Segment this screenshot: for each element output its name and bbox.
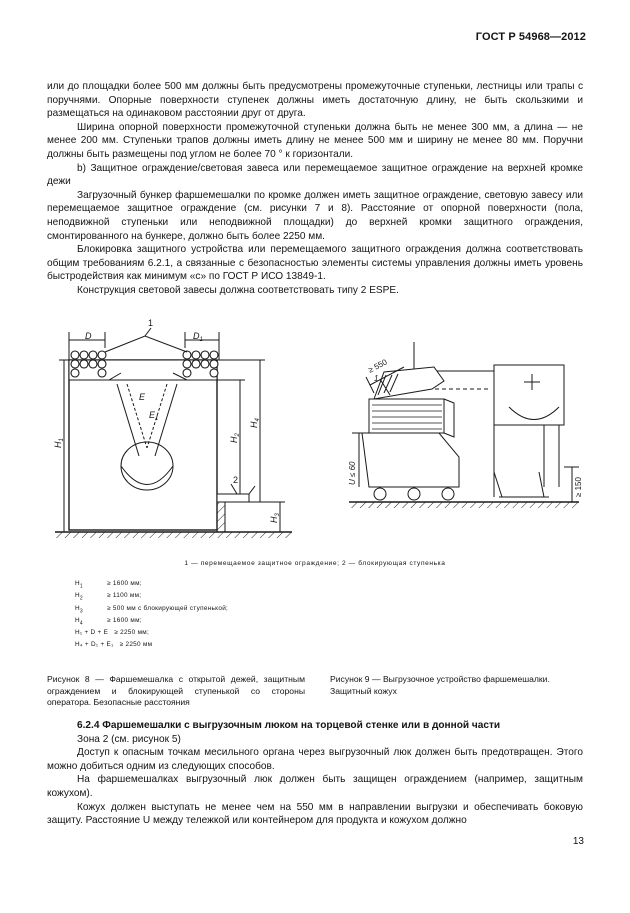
paragraph: b) Защитное ограждение/световая завеса или перемещаемое защитное ограждение на верхней кромке дежи <box>47 162 583 188</box>
parameter-value: ≥ 500 мм с блокирующей ступенькой; <box>107 604 229 612</box>
paragraph: Блокировка защитного устройства или перемещаемого защитного ограждения должна соответствовать общим требованиям 6.2.1, а связанные с безопасностью элементы системы управления должны иметь уровень быстродействия как минимум «c» по ГОСТ Р ИСО 13849-1. <box>47 244 583 283</box>
figure-9-drawing <box>344 337 584 517</box>
paragraph: или до площадки более 500 мм должны быть предусмотрены промежуточные ступеньки, лестницы или трапы с поручнями. Опорные поверхности ступенек должны иметь достаточную длину, не быть скользкими и размещаться на одинаковом расстоянии друг от друга. <box>47 81 583 120</box>
paragraph: Конструкция световой завесы должна соответствовать типу 2 ESPE. <box>77 284 399 296</box>
parameter-value: ≥ 1100 мм; <box>107 592 142 600</box>
parameter-key: $H_1$ <box>75 580 84 590</box>
paragraph: Загрузочный бункер фаршемешалки по кромке должен иметь защитное ограждение, световую завесу или перемещаемое защитное ограждение (см. рисунки 7 и 8). Расстояние от опорной поверхности (пола, неподвижной ступеньки или неподвижной площадки) до верхней кромки защитного ограждения, смонтированного на бункере, должно быть более 2250 мм. <box>47 189 583 242</box>
parameter-value: ≥ 2250 мм <box>119 641 153 649</box>
section-6-2-4 <box>47 719 583 828</box>
top-text-block <box>47 80 583 298</box>
figure-8-caption: Рисунок 8 — Фаршемешалка с открытой дежей, защитным ограждением и блокирующей ступенькой со стороны оператора. Безопасные расстояния <box>47 674 305 707</box>
parameter-value: ≥ 1600 мм; <box>107 616 142 624</box>
dim-h1-label: $H_1$ <box>53 438 65 448</box>
dim-h4-label: $H_4$ <box>249 418 261 428</box>
dim-550-label: ≥ 550 <box>366 357 389 375</box>
parameter-value: ≥ 1600 мм; <box>107 580 142 587</box>
dim-d1-label: $D_1$ <box>193 331 203 343</box>
dim-e1-label: $E_1$ <box>149 410 159 422</box>
parameter-row <box>75 617 228 629</box>
figure-9-caption: Рисунок 9 — Выгрузочное устройство фаршемешалки. Защитный кожух <box>330 674 550 696</box>
dim-u-label: U ≤ 60 <box>348 461 357 485</box>
callout-2: 2 <box>233 475 239 485</box>
parameter-row <box>75 641 228 653</box>
parameter-key: H₄ + D₁ + E₁ <box>75 641 114 649</box>
parameter-row <box>75 629 228 641</box>
paragraph: Кожух должен выступать не менее чем на 550 мм в направлении выгрузки и обеспечивать боковую защиту. Расстояние U между тележкой или контейнером для продукта и кожухом должно <box>47 801 583 827</box>
section-zone: Зона 2 (см. рисунок 5) <box>77 733 181 745</box>
parameter-row <box>75 580 228 592</box>
dim-h2-label: $H_2$ <box>229 433 241 443</box>
parameter-list <box>75 580 228 654</box>
parameter-value: ≥ 2250 мм; <box>114 629 150 637</box>
figure-legend: 1 — перемещаемое защитное ограждение; 2 — блокирующая ступенька <box>184 560 446 567</box>
dim-h3-label: $H_3$ <box>269 513 281 523</box>
standard-header: ГОСТ Р 54968—2012 <box>475 31 586 43</box>
page-number: 13 <box>572 836 584 847</box>
section-title: 6.2.4 Фаршемешалки с выгрузочным люком на торцевой стенке или в донной части <box>77 720 501 731</box>
paragraph: На фаршемешалках выгрузочный люк должен быть защищен ограждением (например, защитным кожухом). <box>47 774 583 799</box>
figure-8-drawing <box>47 318 302 550</box>
parameter-key: H₁ + D + E <box>75 629 109 637</box>
dim-d-label: D <box>85 331 92 341</box>
parameter-key: $H_3$ <box>75 604 84 614</box>
dim-e-label: E <box>139 392 146 402</box>
parameter-row <box>75 592 228 604</box>
paragraph: Ширина опорной поверхности промежуточной ступеньки должна быть не менее 300 мм, а длина — не менее 200 мм. Ступеньки трапов должны иметь длину не менее 500 мм и ширину не менее 80 мм. Поручни должны быть размещены под углом не более 70 ° к горизонтали. <box>47 121 583 160</box>
parameter-key: $H_4$ <box>75 616 84 627</box>
paragraph: Доступ к опасным точкам месильного органа через выгрузочный люк должен быть предотвращен. Этого можно добиться одним из следующих способов. <box>47 747 583 772</box>
callout-1: 1 <box>148 318 154 328</box>
callout-1: 1 <box>374 374 379 383</box>
dim-150-label: ≥ 150 <box>574 477 583 497</box>
parameter-key: $H_2$ <box>75 592 84 602</box>
parameter-row <box>75 605 228 617</box>
